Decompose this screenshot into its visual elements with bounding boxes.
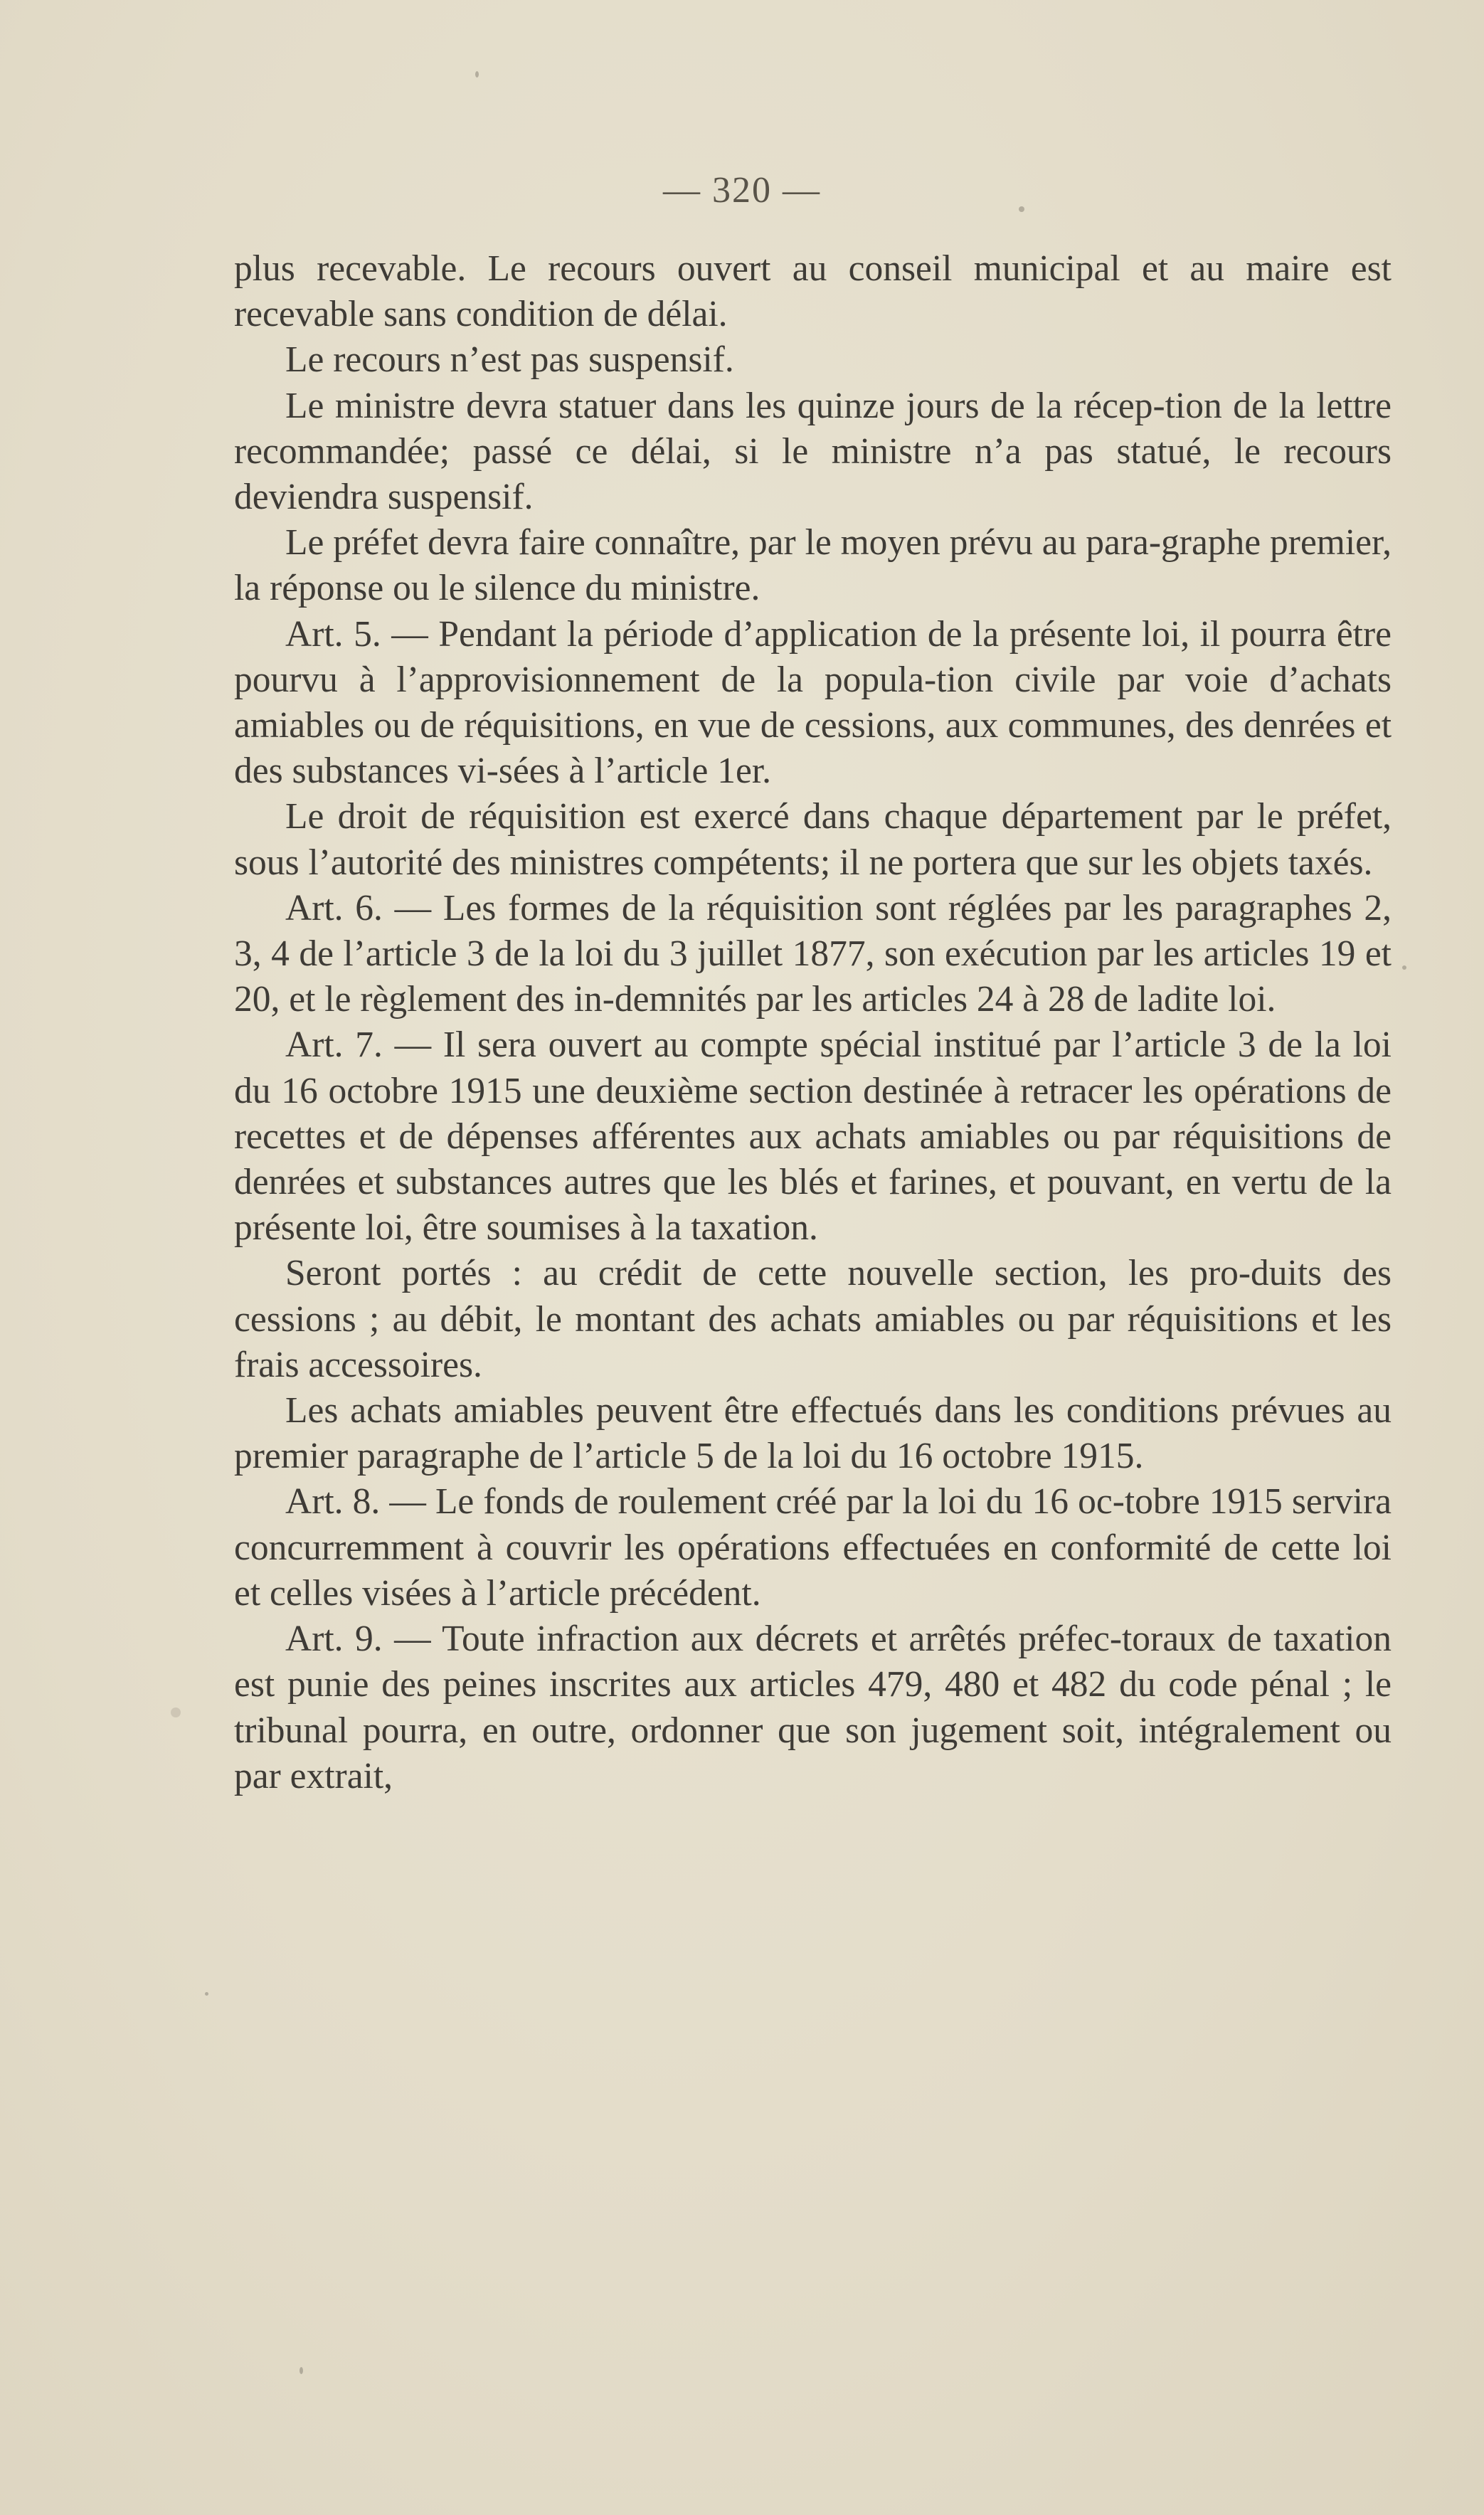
body-text [234,246,1392,1799]
paper-speck [171,1707,181,1717]
article-5: Art. 5. — Pendant la période d’application de la présente loi, il pourra être pourvu à l’approvisionnement de la popula-tion civile par voie d’achats amiables ou de réquisitions, en vue de cessions, aux communes, des denrées et des substances vi-sées à l’article 1er. [234,613,1392,792]
article-7: Art. 7. — Il sera ouvert au compte spécial institué par l’article 3 de la loi du 16 octobre 1915 une deuxième section destinée à retracer les opérations de recettes et de dépenses afférentes aux achats amiables ou par réquisitions de denrées et substances autres que les blés et farines, et pouvant, en vertu de la présente loi, être soumises à la taxation. [234,1024,1392,1249]
paragraph: Le ministre devra statuer dans les quinze jours de la récep-tion de la lettre recommandée; passé ce délai, si le ministre n’a pas statué, le recours deviendra suspensif. [234,385,1392,518]
article-8: Art. 8. — Le fonds de roulement créé par la loi du 16 oc-tobre 1915 servira concurremment à couvrir les opérations effectuées en conformité de cette loi et celles visées à l’article précédent. [234,1481,1392,1614]
paragraph: Le droit de réquisition est exercé dans chaque département par le préfet, sous l’autorité des ministres compétents; il ne portera que sur les objets taxés. [234,796,1392,883]
paragraph: Les achats amiables peuvent être effectués dans les conditions prévues au premier paragraphe de l’article 5 de la loi du 16 octobre 1915. [234,1390,1392,1477]
paper-speck [475,71,479,78]
article-6: Art. 6. — Les formes de la réquisition sont réglées par les paragraphes 2, 3, 4 de l’article 3 de la loi du 3 juillet 1877, son exécution par les articles 19 et 20, et le règlement des in-demnités par les articles 24 à 28 de ladite loi. [234,887,1392,1020]
paragraph-continuation: plus recevable. Le recours ouvert au conseil municipal et au maire est recevable sans condition de délai. [234,248,1392,335]
article-9: Art. 9. — Toute infraction aux décrets et arrêtés préfec-toraux de taxation est punie des peines inscrites aux articles 479, 480 et 482 du code pénal ; le tribunal pourra, en outre, ordonner que son jugement soit, intégralement ou par extrait, [234,1619,1392,1796]
paper-speck [1019,206,1024,212]
paper-speck [205,1992,208,1996]
paragraph: Le recours n’est pas suspensif. [285,339,734,381]
paragraph: Seront portés : au crédit de cette nouvelle section, les pro-duits des cessions ; au débit, le montant des achats amiables ou par réquisitions et les frais accessoires. [234,1253,1392,1385]
page-number: — 320 — [663,170,821,211]
paper-speck [300,2367,303,2374]
paper-speck [1402,965,1406,970]
paragraph: Le préfet devra faire connaître, par le moyen prévu au para-graphe premier, la réponse ou le silence du ministre. [234,522,1392,609]
